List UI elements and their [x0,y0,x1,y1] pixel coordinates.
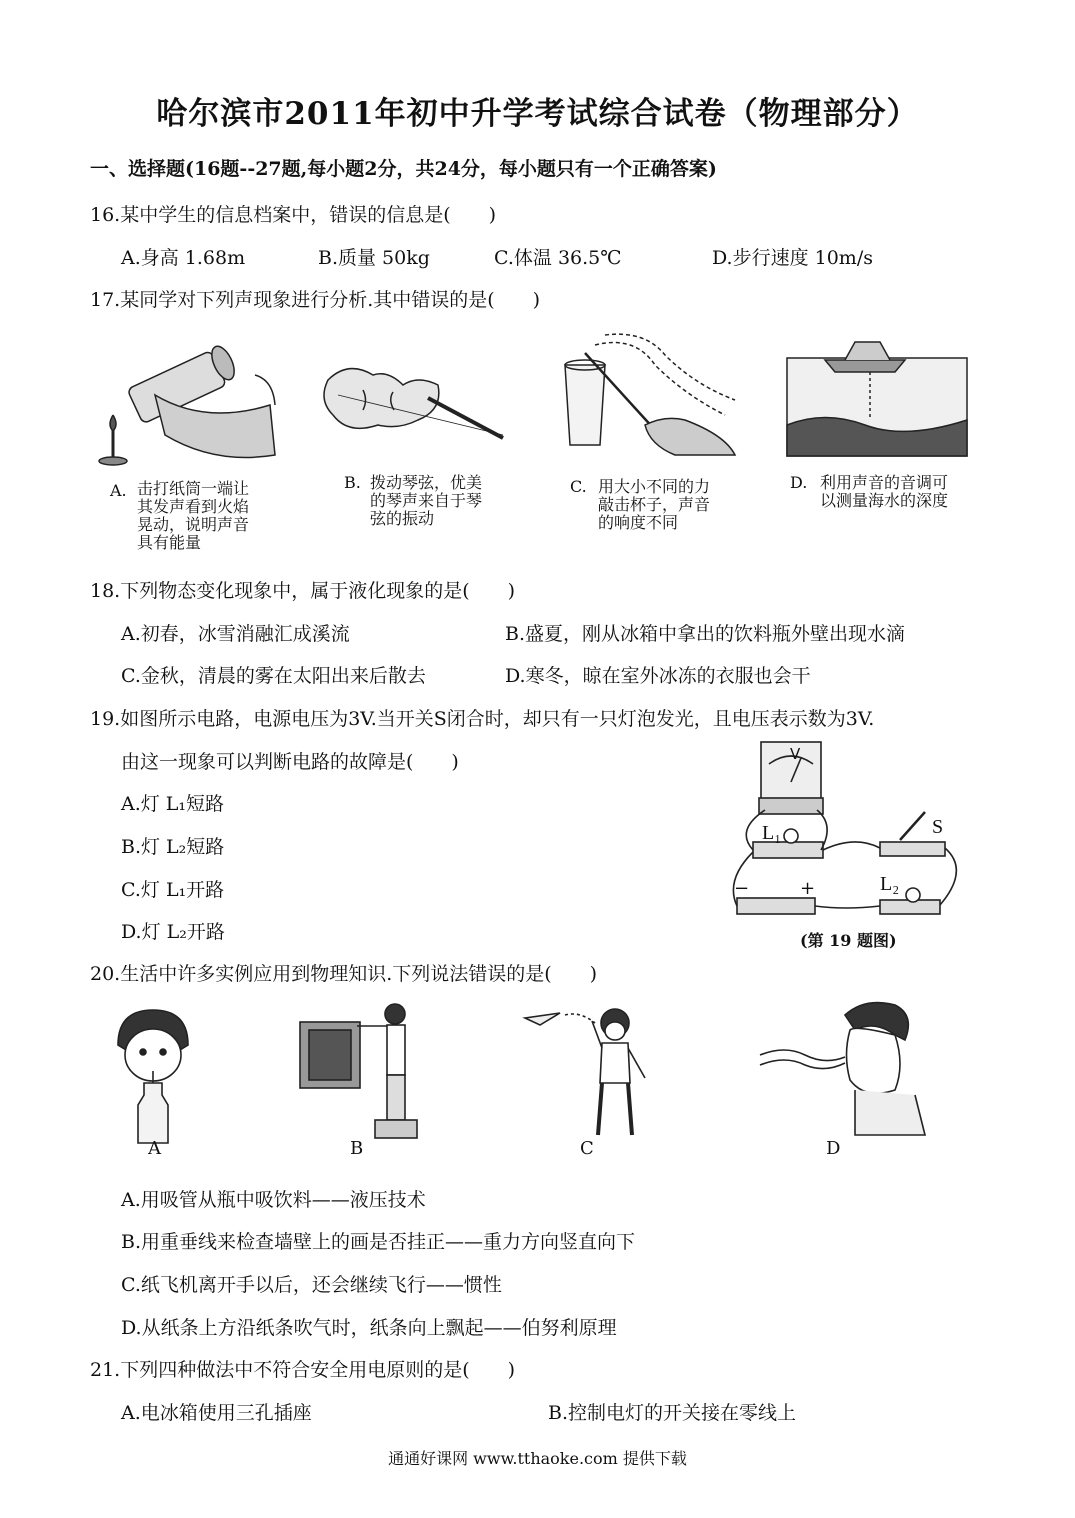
q17-caption-c-line1: 用大小不同的力 [598,477,711,496]
q19-label-minus: − [734,878,750,899]
q17-caption-a-line4: 具有能量 [137,533,202,552]
q20-figure-label-c: C [580,1138,594,1159]
q19-option-d: D.灯 L₂开路 [121,921,225,943]
battery-icon [737,898,815,914]
q20-option-a: A.用吸管从瓶中吸饮料——液压技术 [121,1189,426,1211]
q16-option-b: B.质量 50kg [318,247,430,269]
q18-option-d: D.寒冬，晾在室外冰冻的衣服也会干 [505,665,811,687]
q20-option-b: B.用重垂线来检查墙壁上的画是否挂正——重力方向竖直向下 [121,1231,636,1253]
q17-caption-b-line1: 拨动琴弦，优美 [370,473,483,492]
question-21-stem: 21.下列四种做法中不符合安全用电原则的是( ) [90,1359,516,1381]
q18-option-a: A.初春，冰雪消融汇成溪流 [121,623,350,645]
lamp-l2-icon [906,888,920,902]
q17-caption-c-line2: 敲击杯子，声音 [598,495,711,514]
q19-label-s: S [932,816,944,838]
q17-caption-b [344,473,483,528]
q17-caption-b-line2: 的琴声来自于琴 [370,491,483,510]
q19-option-a: A.灯 L₁短路 [121,793,225,815]
q17-caption-d-line1: 利用声音的音调可 [820,473,949,492]
q21-option-b: B.控制电灯的开关接在零线上 [548,1402,797,1424]
q17-caption-d-line2: 以测量海水的深度 [820,491,949,510]
footer-source: 通通好课网 www.tthaoke.com 提供下载 [388,1449,687,1468]
q19-label-v: V [790,745,801,763]
q17-caption-d-letter: D. [790,473,808,492]
switch-icon [900,812,925,840]
q17-caption-a-line2: 其发声看到火焰 [137,497,250,516]
q19-label-l2: L₂ [880,873,900,895]
section-heading: 一、选择题(16题--27题,每小题2分，共24分，每小题只有一个正确答案) [90,158,717,180]
q17-caption-c-letter: C. [570,477,587,496]
switch-base [880,842,945,856]
q17-caption-a-line3: 晃动，说明声音 [137,515,250,534]
q17-caption-c [570,477,711,532]
q17-figure-d [785,330,975,460]
question-20-stem: 20.生活中许多实例应用到物理知识.下列说法错误的是( ) [90,963,598,985]
q17-caption-d [790,473,949,510]
lamp-l1-icon [784,829,798,843]
q17-caption-a-letter: A. [110,481,127,500]
q19-figure-caption: (第 19 题图) [800,931,897,950]
q19-option-b: B.灯 L₂短路 [121,836,225,858]
q20-figure-a [108,1005,198,1145]
q20-figure-c [520,1003,660,1143]
question-17-stem: 17.某同学对下列声现象进行分析.其中错误的是( ) [90,289,541,311]
q20-figure-label-d: D [826,1138,841,1159]
q19-label-plus: + [800,878,816,899]
q20-figure-label-b: B [350,1138,364,1159]
q16-option-d: D.步行速度 10m/s [712,247,873,269]
question-19-stem: 19.如图所示电路，电源电压为3V.当开关S闭合时，却只有一只灯泡发光，且电压表示数为3V. [90,708,875,730]
question-19-stem-line2: 由这一现象可以判断电路的故障是( ) [121,751,459,773]
question-16-stem: 16.某中学生的信息档案中，错误的信息是( ) [90,204,497,226]
q17-caption-a [110,479,250,552]
q20-option-c: C.纸飞机离开手以后，还会继续飞行——惯性 [121,1274,502,1296]
q17-caption-c-line3: 的响度不同 [598,513,679,532]
page-title: 哈尔滨市2011年初中升学考试综合试卷（物理部分） [156,96,919,132]
q16-option-a: A.身高 1.68m [121,247,246,269]
q20-figure-label-a: A [148,1138,161,1159]
q17-figure-a [95,335,285,475]
q17-figure-c [555,325,745,455]
q17-caption-a-line1: 击打纸筒一端让 [137,479,250,498]
q20-figure-d [755,995,935,1140]
q20-figure-b [295,1000,445,1145]
q21-option-a: A.电冰箱使用三孔插座 [121,1402,312,1424]
q17-caption-b-line3: 弦的振动 [370,509,435,528]
q17-caption-b-letter: B. [344,473,361,492]
q20-option-d: D.从纸条上方沿纸条吹气时，纸条向上飘起——伯努利原理 [121,1317,617,1339]
q17-figure-b [318,350,508,450]
q18-option-c: C.金秋，清晨的雾在太阳出来后散去 [121,665,426,687]
q19-option-c: C.灯 L₁开路 [121,879,225,901]
question-18-stem: 18.下列物态变化现象中，属于液化现象的是( ) [90,580,516,602]
q16-option-c: C.体温 36.5℃ [494,247,622,269]
q19-label-l1: L₁ [762,822,782,844]
q18-option-b: B.盛夏，刚从冰箱中拿出的饮料瓶外壁出现水滴 [505,623,906,645]
